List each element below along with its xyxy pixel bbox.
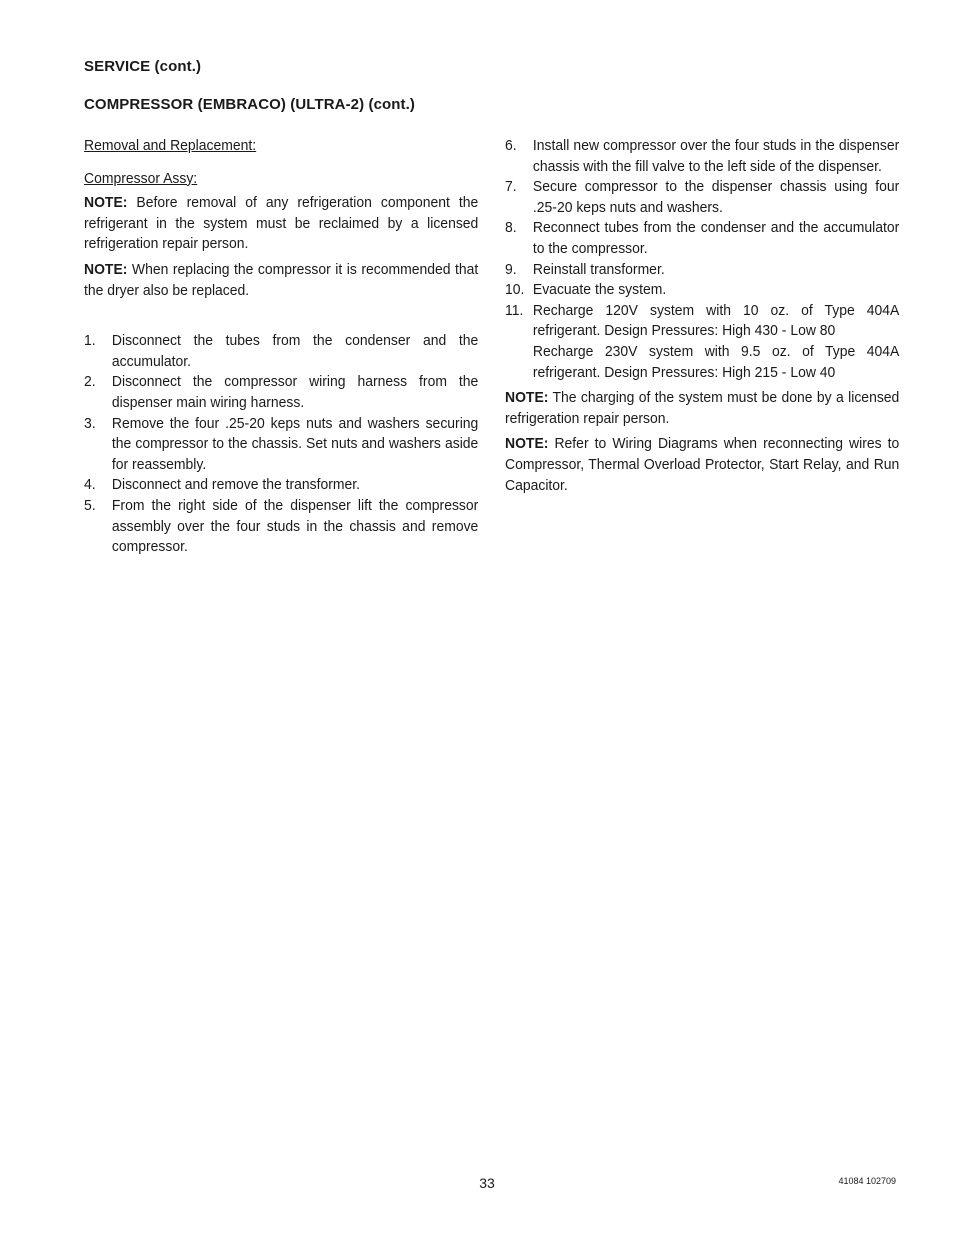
list-item	[505, 177, 899, 218]
document-code: 41084 102709	[838, 1176, 896, 1186]
step-text: Evacuate the system.	[532, 281, 667, 299]
list-item	[84, 372, 478, 413]
step-text: Install new compressor over the four studs in the dispenser chassis with the fill valve to the left side of the dispenser.	[532, 137, 900, 175]
removal-title: Removal and Replacement:	[84, 137, 257, 154]
section-heading: SERVICE (cont.)	[84, 58, 202, 75]
subsection-heading: COMPRESSOR (EMBRACO) (ULTRA-2) (cont.)	[84, 96, 415, 113]
step-number: 3.	[84, 414, 96, 432]
list-item	[505, 280, 899, 301]
note-text: When replacing the compressor it is recommended that the dryer also be replaced.	[84, 260, 479, 299]
note-before-removal	[84, 193, 478, 255]
page-number: 33	[479, 1175, 495, 1191]
note-text: The charging of the system must be done by a licensed refrigeration repair person.	[505, 389, 900, 427]
step-number: 10.	[505, 281, 525, 299]
list-item	[84, 475, 478, 496]
note-label: NOTE:	[84, 260, 128, 278]
note-text: Refer to Wiring Diagrams when reconnecting wires to Compressor, Thermal Overload Protector, Start Relay, and Run Capacitor.	[505, 435, 900, 494]
list-item	[505, 301, 899, 383]
note-wiring	[505, 434, 899, 496]
note-label: NOTE:	[505, 389, 549, 407]
step-number: 8.	[505, 219, 517, 237]
step-number: 4.	[84, 476, 96, 494]
step-text: Reinstall transformer.	[532, 260, 665, 278]
list-item	[84, 496, 478, 558]
replacement-steps	[505, 136, 899, 383]
step-number: 9.	[505, 260, 517, 278]
spacer	[84, 306, 478, 331]
step-number: 11.	[505, 301, 524, 319]
assy-title: Compressor Assy:	[84, 169, 198, 187]
step-number: 7.	[505, 178, 517, 196]
list-item	[505, 136, 899, 177]
step-number: 2.	[84, 373, 96, 391]
step-text: Recharge 120V system with 10 oz. of Type 404A refrigerant. Design Pressures: High 430 - Low 80	[532, 301, 900, 340]
list-item	[505, 260, 899, 281]
step-text: From the right side of the dispenser lift the compressor assembly over the four studs in the chassis and remove compressor.	[111, 496, 479, 556]
step-text: Disconnect the compressor wiring harness from the dispenser main wiring harness.	[111, 373, 479, 411]
step-text-230v: Recharge 230V system with 9.5 oz. of Type 404A refrigerant. Design Pressures: High 215 - Low 40	[532, 342, 900, 381]
note-label: NOTE:	[505, 435, 549, 453]
step-text: Remove the four .25-20 keps nuts and washers securing the compressor to the chassis. Set nuts and washers aside for reassembly.	[111, 414, 479, 473]
note-label: NOTE:	[84, 194, 128, 212]
step-number: 5.	[84, 496, 96, 514]
note-text: Before removal of any refrigeration component the refrigerant in the system must be reclaimed by a licensed refrigeration repair person.	[84, 194, 479, 253]
removal-steps	[84, 331, 478, 558]
step-number: 1.	[84, 332, 96, 350]
step-text: Reconnect tubes from the condenser and the accumulator to the compressor.	[532, 219, 900, 257]
step-text: Secure compressor to the dispenser chassis using four .25-20 keps nuts and washers.	[532, 178, 900, 216]
list-item	[84, 331, 478, 372]
step-text: Disconnect and remove the transformer.	[111, 476, 361, 494]
list-item	[84, 414, 478, 476]
note-dryer	[84, 260, 478, 301]
step-text: Disconnect the tubes from the condenser and the accumulator.	[111, 332, 479, 370]
left-column	[84, 136, 478, 558]
list-item	[505, 218, 899, 259]
right-column	[505, 136, 899, 501]
step-number: 6.	[505, 137, 517, 154]
note-charging	[505, 388, 899, 429]
